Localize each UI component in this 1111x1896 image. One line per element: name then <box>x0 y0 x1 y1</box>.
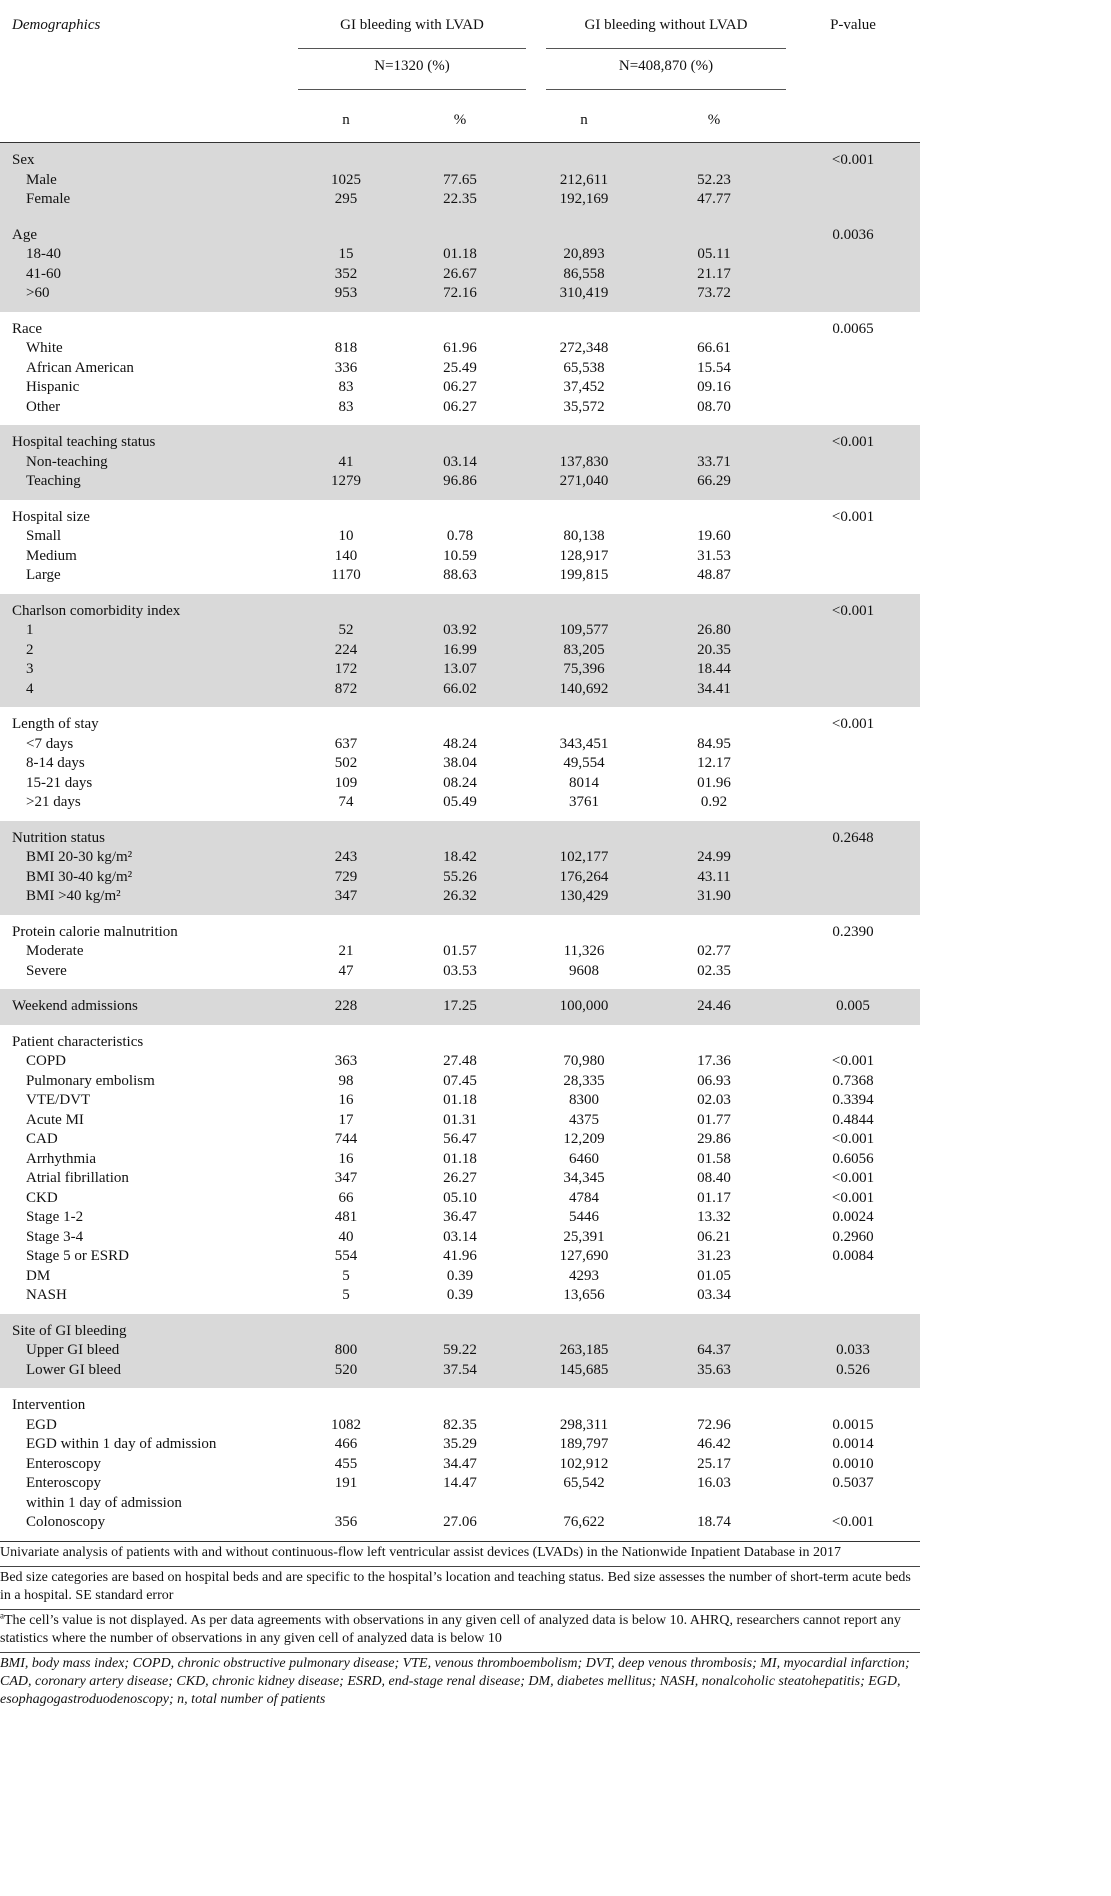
table-row: Other 83 06.27 35,572 08.70 <box>26 398 731 415</box>
table-row: Large 1170 88.63 199,815 48.87 <box>26 567 731 583</box>
table-row: Upper GI bleed 800 59.22 263,185 64.37 0.033 <box>0 1341 920 1361</box>
table-row: 15-21 days 109 08.24 8014 01.96 <box>26 774 731 791</box>
section-pvalue: 0.0036 <box>786 226 920 246</box>
section-title: Intervention <box>12 1397 86 1413</box>
section-teaching-status <box>0 425 920 500</box>
table-notes <box>0 1542 920 1713</box>
table-row: African American 336 25.49 65,538 15.54 <box>26 359 731 376</box>
section-title: Site of GI bleeding <box>0 1322 298 1342</box>
table-row: NASH 5 0.39 13,656 03.34 <box>26 1287 731 1303</box>
table-row: CKD 66 05.10 4784 01.17 <0.001 <box>26 1189 875 1206</box>
section-patient-characteristics <box>0 1025 920 1314</box>
table-caption: Univariate analysis of patients with and without continuous-flow left ventricular assist devices (LVADs) in the Nationwide Inpatient Database in 2017 <box>0 1542 920 1567</box>
table-row: Atrial fibrillation 347 26.27 34,345 08.40 <0.001 <box>26 1170 875 1186</box>
section-title: Patient characteristics <box>12 1033 144 1050</box>
section-pvalue: <0.001 <box>831 716 875 732</box>
header-group2-n: N=408,870 (%) <box>546 57 786 90</box>
table-row: Enteroscopy 455 34.47 102,912 25.17 0.0010 <box>26 1455 874 1472</box>
header-demographics: Demographics <box>12 17 101 33</box>
section-malnutrition <box>0 915 920 990</box>
section-title: Hospital size <box>12 508 90 525</box>
section-nutrition <box>0 821 920 915</box>
table-row: White 818 61.96 272,348 66.61 <box>26 340 731 356</box>
abbreviations-note: BMI, body mass index; COPD, chronic obstructive pulmonary disease; VTE, venous thromboembolism; DVT, deep venous thrombosis; MI, myocardial infarction; CAD, coronary artery disease; CKD, chronic kidney disease; ESRD, end-stage renal disease; DM, diabetes mellitus; NASH, nonalcoholic steatohepatitis; EGD, esophagogastroduodenoscopy; n, total number of patients <box>0 1655 910 1707</box>
table-row: 1 52 03.92 109,577 26.80 <box>0 621 920 641</box>
header-n1: n <box>298 99 394 143</box>
header-pct1: % <box>394 99 526 143</box>
footnote-text: The cell’s value is not displayed. As per data agreements with observations in any given cell of analyzed data is below 10. AHRQ, researchers cannot report any statistics where the number of observations in any given cell of analyzed data is below 10 <box>0 1612 901 1646</box>
section-title: Length of stay <box>12 716 99 732</box>
table-row: >60 953 72.16 310,419 73.72 <box>0 284 920 304</box>
footnote-mark: a <box>0 1609 4 1620</box>
footnote-a <box>0 1610 920 1653</box>
section-intervention <box>0 1388 920 1541</box>
table-row: Teaching 1279 96.86 271,040 66.29 <box>0 472 920 492</box>
table-row: EGD 1082 82.35 298,311 72.96 0.0015 <box>26 1416 874 1433</box>
table-row: Enteroscopy 191 14.47 65,542 16.03 0.5037 <box>26 1475 874 1491</box>
section-title: Protein calorie malnutrition <box>12 923 178 940</box>
demographics-table <box>0 8 920 1542</box>
header-group1-n: N=1320 (%) <box>298 57 526 90</box>
section-pvalue: <0.001 <box>786 602 920 622</box>
section-title: Age <box>0 226 298 246</box>
table-row: Hispanic 83 06.27 37,452 09.16 <box>26 379 731 395</box>
table-row: 41-60 352 26.67 86,558 21.17 <box>0 265 920 285</box>
section-pvalue: 0.0065 <box>832 320 874 337</box>
table-row: Moderate 21 01.57 11,326 02.77 <box>26 943 731 959</box>
section-site-gi-bleeding <box>0 1314 920 1389</box>
header-n2: n <box>526 99 642 143</box>
section-race <box>0 312 920 426</box>
table-row: >21 days 74 05.49 3761 0.92 <box>26 794 728 810</box>
table-row: 2 224 16.99 83,205 20.35 <box>0 641 920 661</box>
table-row: 4 872 66.02 140,692 34.41 <box>0 680 920 700</box>
table-row: Arrhythmia 16 01.18 6460 01.58 0.6056 <box>26 1150 874 1167</box>
table-row: Stage 3-4 40 03.14 25,391 06.21 0.2960 <box>26 1228 874 1245</box>
table-row: Weekend admissions 228 17.25 100,000 24.46 0.005 <box>0 997 920 1017</box>
section-pvalue: 0.2390 <box>832 923 874 940</box>
section-length-of-stay <box>0 707 920 821</box>
section-pvalue: <0.001 <box>786 151 920 171</box>
section-age <box>0 218 920 312</box>
table-row: COPD 363 27.48 70,980 17.36 <0.001 <box>26 1053 875 1069</box>
section-title: Hospital teaching status <box>0 433 298 453</box>
header-group2: GI bleeding without LVAD <box>546 16 786 49</box>
table-row: Lower GI bleed 520 37.54 145,685 35.63 0.526 <box>0 1361 920 1381</box>
section-charlson <box>0 594 920 708</box>
table-row: Male 1025 77.65 212,611 52.23 <box>0 171 920 191</box>
table-row: CAD 744 56.47 12,209 29.86 <0.001 <box>26 1131 875 1147</box>
table-row: Stage 5 or ESRD 554 41.96 127,690 31.23 0.0084 <box>26 1248 874 1264</box>
table-row: Small 10 0.78 80,138 19.60 <box>26 528 731 544</box>
table-row: Stage 1-2 481 36.47 5446 13.32 0.0024 <box>26 1209 874 1225</box>
header-pct2: % <box>642 99 786 143</box>
table-row: Severe 47 03.53 9608 02.35 <box>26 962 731 979</box>
section-pvalue: 0.005 <box>786 997 920 1017</box>
section-pvalue: 0.2648 <box>786 829 920 849</box>
table-row: BMI >40 kg/m² 347 26.32 130,429 31.90 <box>0 887 920 907</box>
header-group1: GI bleeding with LVAD <box>298 16 526 49</box>
table-row: Colonoscopy 356 27.06 76,622 18.74 <0.001 <box>26 1514 875 1530</box>
bedsize-note: Bed size categories are based on hospital beds and are specific to the hospital’s location and teaching status. Bed size assesses the number of short-term acute beds in a hospital. SE standard error <box>0 1567 920 1610</box>
header-pvalue: P-value <box>830 17 876 33</box>
table-row: BMI 20-30 kg/m² 243 18.42 102,177 24.99 <box>0 848 920 868</box>
table-row: Acute MI 17 01.31 4375 01.77 0.4844 <box>26 1111 874 1128</box>
table-row: 8-14 days 502 38.04 49,554 12.17 <box>26 755 731 771</box>
section-hospital-size <box>0 500 920 594</box>
section-pvalue: <0.001 <box>786 433 920 453</box>
table-row: VTE/DVT 16 01.18 8300 02.03 0.3394 <box>26 1092 874 1108</box>
table-row: 3 172 13.07 75,396 18.44 <box>0 660 920 680</box>
table-row: Medium 140 10.59 128,917 31.53 <box>26 547 731 564</box>
section-weekend-admissions <box>0 989 920 1025</box>
table-row: <7 days 637 48.24 343,451 84.95 <box>26 735 731 752</box>
section-title: Charlson comorbidity index <box>0 602 298 622</box>
section-sex <box>0 143 920 218</box>
section-pvalue: <0.001 <box>831 508 875 525</box>
section-title: Nutrition status <box>0 829 298 849</box>
table-header <box>0 8 920 143</box>
table-row: BMI 30-40 kg/m² 729 55.26 176,264 43.11 <box>0 868 920 888</box>
table-row: Non-teaching 41 03.14 137,830 33.71 <box>0 453 920 473</box>
table-row-continuation: within 1 day of admission <box>26 1494 182 1511</box>
section-title: Race <box>12 320 42 337</box>
table-row: DM 5 0.39 4293 01.05 <box>26 1267 731 1284</box>
table-row: Female 295 22.35 192,169 47.77 <box>0 190 920 210</box>
table-row: 18-40 15 01.18 20,893 05.11 <box>0 245 920 265</box>
table-row: Pulmonary embolism 98 07.45 28,335 06.93 0.7368 <box>26 1072 874 1089</box>
section-title: Sex <box>0 151 298 171</box>
section-title: Weekend admissions <box>0 997 298 1017</box>
table-row: EGD within 1 day of admission 466 35.29 189,797 46.42 0.0014 <box>26 1436 874 1452</box>
